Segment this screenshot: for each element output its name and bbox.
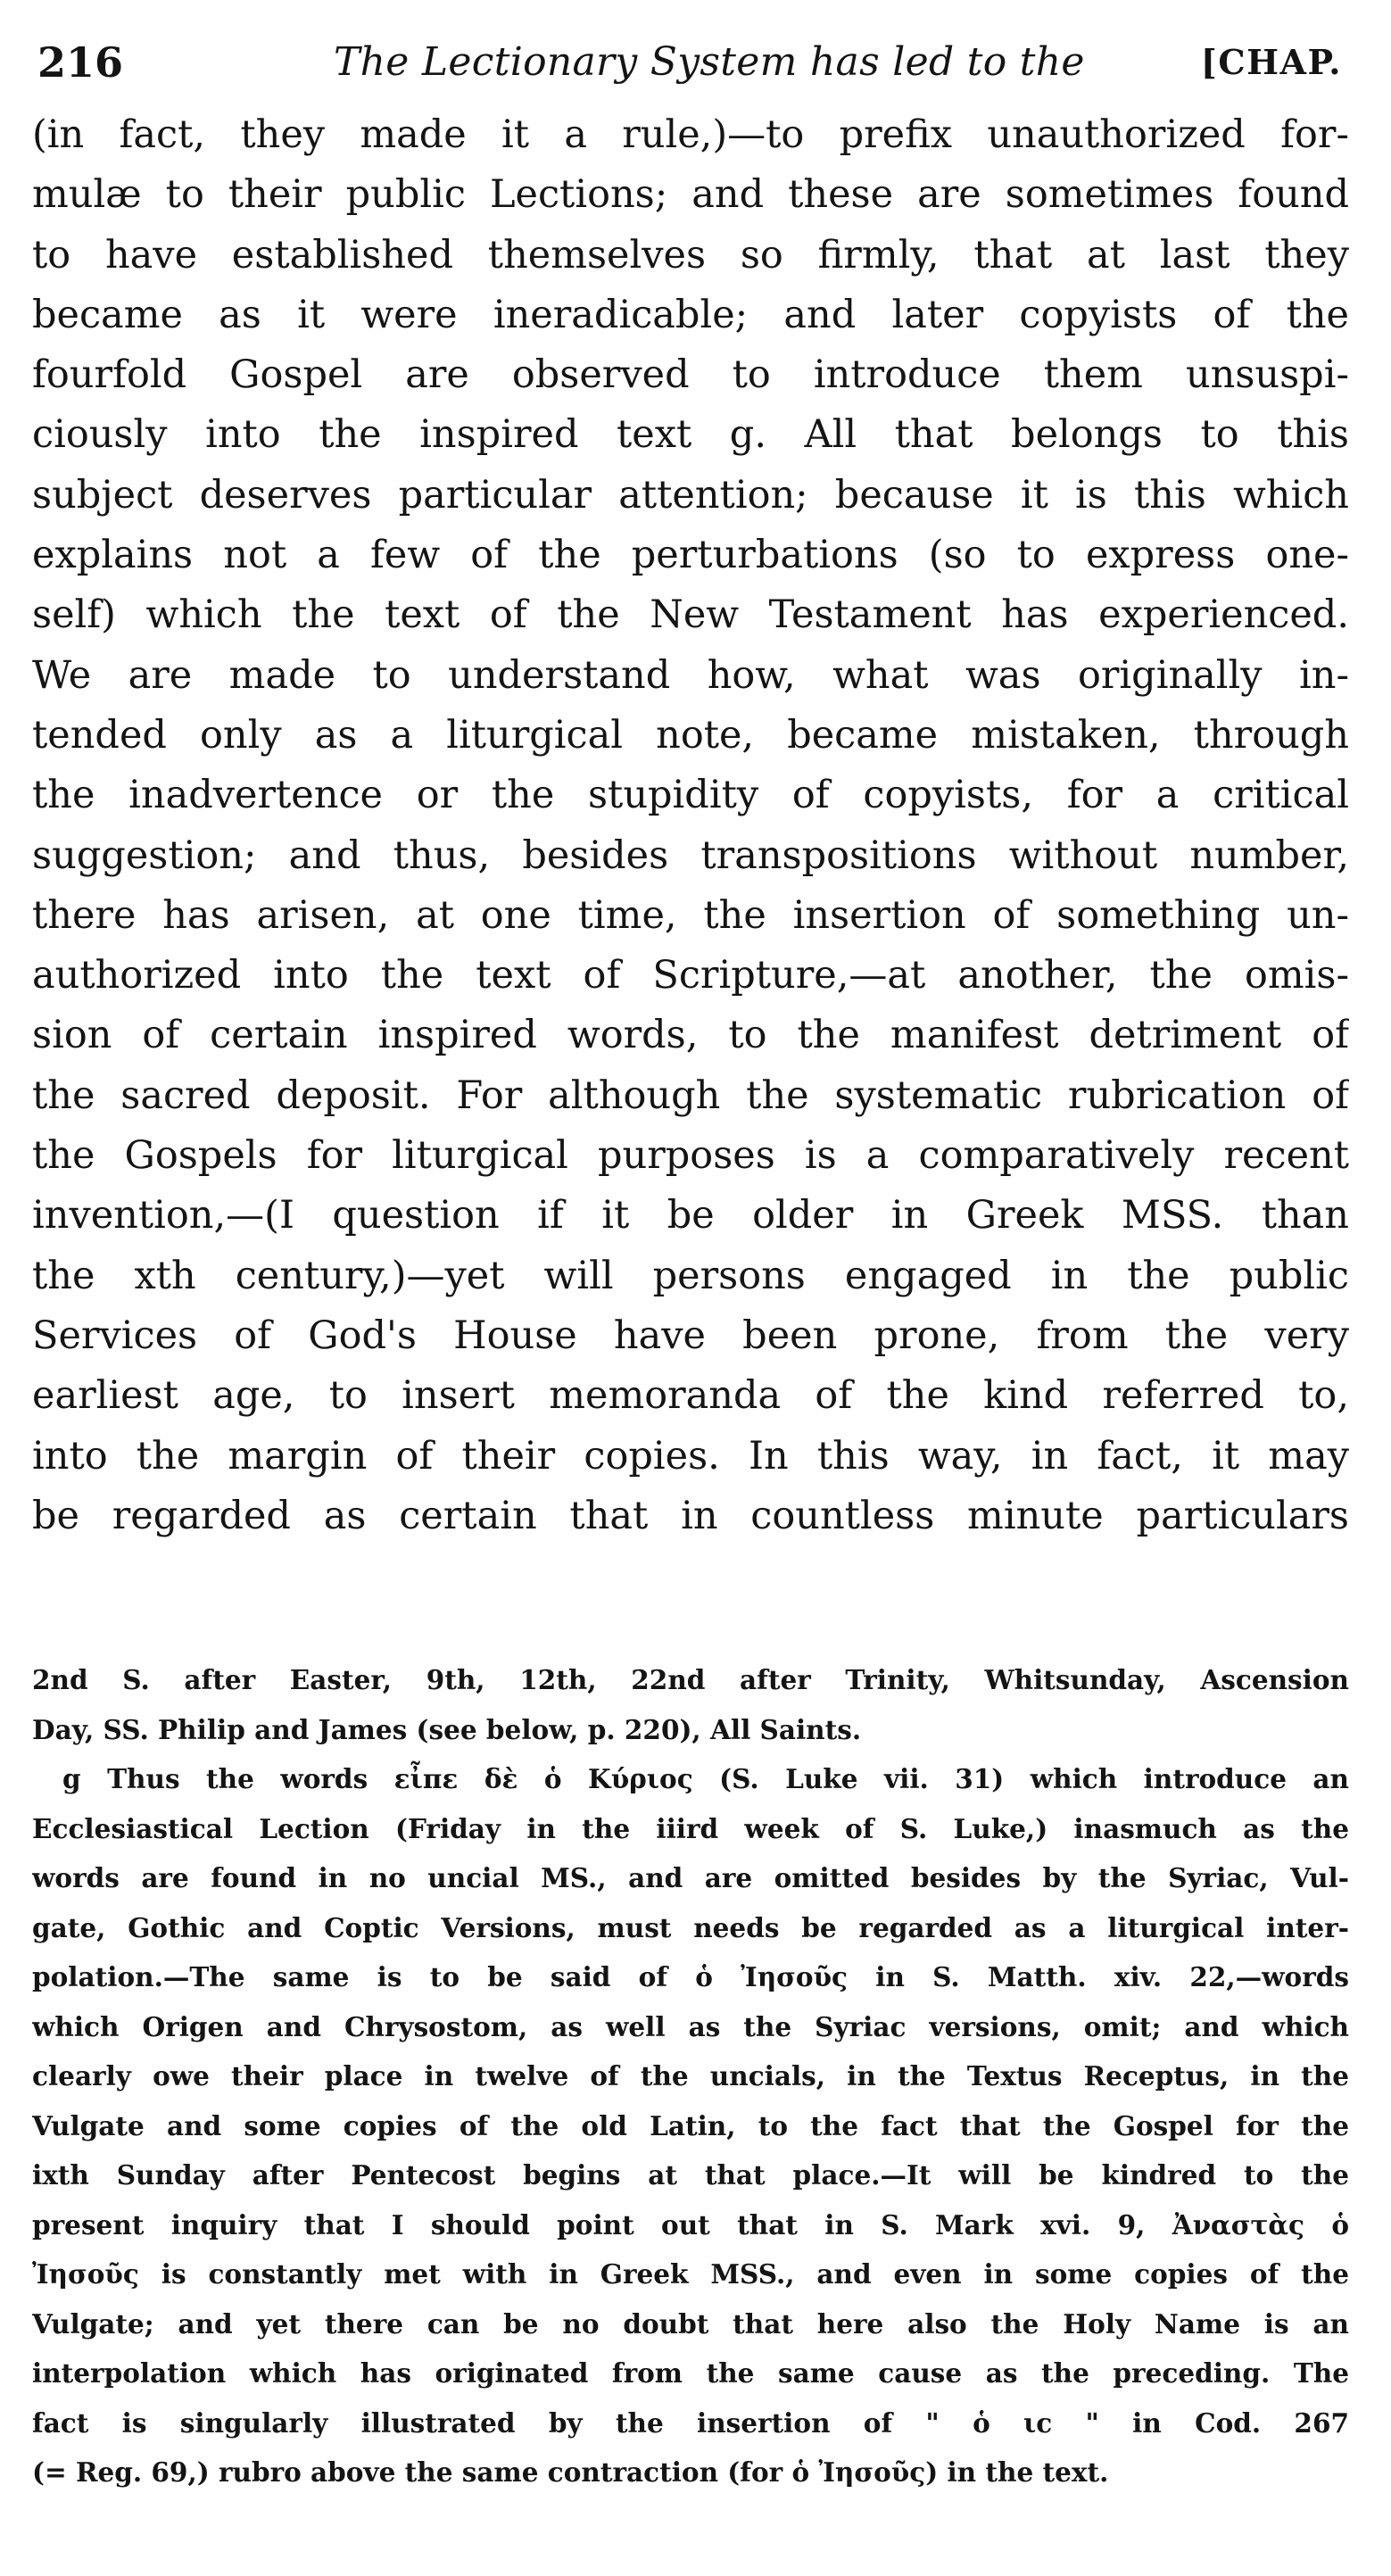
text-line: suggestion; and thus, besides transpositions without number, (32, 832, 1349, 878)
running-header (32, 27, 1349, 98)
text-line: there has arisen, at one time, the insertion of something un- (32, 892, 1349, 938)
page-number: 216 (37, 38, 124, 87)
text-line: tended only as a liturgical note, became mistaken, through (32, 712, 1349, 758)
text-line: subject deserves particular attention; because it is this which (32, 472, 1349, 518)
text-line: the inadvertence or the stupidity of copyists, for a critical (32, 773, 1349, 818)
book-page (32, 27, 1349, 2543)
footnote-line: present inquiry that I should point out that in S. Mark xvi. 9, Ἀναστὰς ὁ (32, 2208, 1349, 2241)
footnote-line: Vulgate; and yet there can be no doubt that here also the Holy Name is an (32, 2307, 1349, 2340)
text-line: fourfold Gospel are observed to introduce them unsuspi- (32, 352, 1349, 398)
footnote-line: Ἰησοῦς is constantly met with in Greek MSS., and even in some copies of the (32, 2258, 1349, 2290)
footnote-line: clearly owe their place in twelve of the uncials, in the Textus Receptus, in the (32, 2060, 1349, 2091)
footnote-line: Vulgate and some copies of the old Latin, to the fact that the Gospel for the (32, 2109, 1349, 2141)
text-line: ciously into the inspired text g. All that belongs to this (32, 412, 1349, 458)
footnote-g-line: g Thus the words εἶπε δὲ ὁ Κύριος (S. Luke vii. 31) which introduce an (62, 1763, 1349, 1794)
footnote-line: words are found in no uncial MS., and are omitted besides by the Syriac, Vul- (32, 1862, 1349, 1893)
text-line: be regarded as certain that in countless minute particulars (32, 1493, 1349, 1538)
footnote-line: which Origen and Chrysostom, as well as the Syriac versions, omit; and which (32, 2010, 1349, 2042)
main-text-block (32, 105, 1349, 1546)
footnote-line: ixth Sunday after Pentecost begins at that place.—It will be kindred to the (32, 2159, 1349, 2191)
text-line: We are made to understand how, what was originally in- (32, 652, 1349, 698)
text-line: (in fact, they made it a rule,)—to prefix unauthorized for- (32, 112, 1349, 157)
footnotes-block (32, 1655, 1349, 2497)
footnote-line: 2nd S. after Easter, 9th, 12th, 22nd after Trinity, Whitsunday, Ascension (32, 1664, 1349, 1695)
footnote-line: polation.—The same is to be said of ὁ Ἰησοῦς in S. Matth. xiv. 22,—words (32, 1961, 1349, 1992)
chapter-label: [CHAP. (1200, 42, 1342, 82)
footnote-line: fact is singularly illustrated by the insertion of " ὁ ιϲ " in Cod. 267 (32, 2406, 1349, 2439)
text-line: earliest age, to insert memoranda of the kind referred to, (32, 1373, 1349, 1419)
footnote-line: (= Reg. 69,) rubro above the same contraction (for ὁ Ἰησοῦς) in the text. (32, 2456, 1109, 2488)
running-title: The Lectionary System has led to the (334, 39, 1085, 85)
text-line: the sacred deposit. For although the systematic rubrication of (32, 1073, 1349, 1118)
text-line: the Gospels for liturgical purposes is a comparatively recent (32, 1133, 1349, 1179)
footnote-line: interpolation which has originated from the same cause as the preceding. The (32, 2357, 1349, 2389)
text-line: explains not a few of the perturbations (so to express one- (32, 533, 1349, 578)
text-line: the xth century,)—yet will persons engaged in the public (32, 1253, 1349, 1298)
footnote-line: Ecclesiastical Lection (Friday in the iiird week of S. Luke,) inasmuch as the (32, 1812, 1349, 1844)
text-line: sion of certain inspired words, to the manifest detriment of (32, 1013, 1349, 1058)
text-line: invention,—(I question if it be older in Greek MSS. than (32, 1193, 1349, 1238)
text-line: mulæ to their public Lections; and these are sometimes found (32, 172, 1349, 218)
footnote-line: gate, Gothic and Coptic Versions, must needs be regarded as a liturgical inter- (32, 1911, 1349, 1943)
text-line: self) which the text of the New Testament has experienced. (32, 592, 1349, 638)
text-line: Services of God's House have been prone, from the very (32, 1313, 1349, 1358)
text-line: to have established themselves so firmly, that at last they (32, 232, 1349, 277)
text-line: into the margin of their copies. In this way, in fact, it may (32, 1433, 1349, 1479)
text-line: became as it were ineradicable; and later copyists of the (32, 292, 1349, 337)
text-line: authorized into the text of Scripture,—at another, the omis- (32, 953, 1349, 998)
footnote-line: Day, SS. Philip and James (see below, p. 220), All Saints. (32, 1713, 862, 1745)
